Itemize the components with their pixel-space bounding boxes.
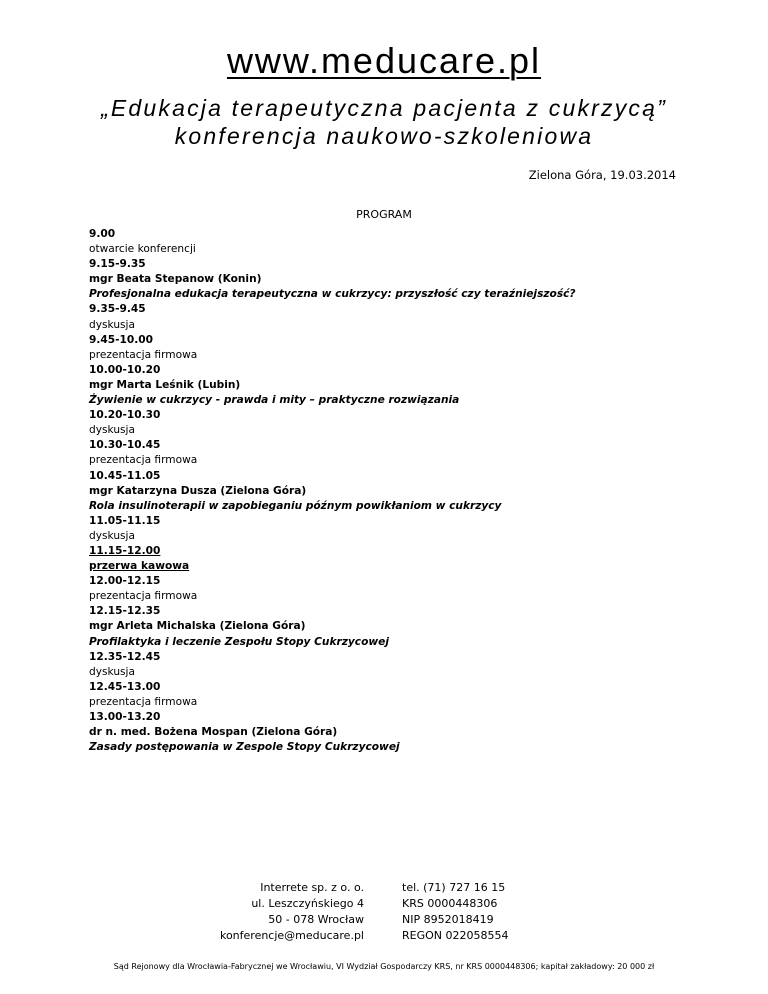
schedule-time: 9.35-9.45 (89, 303, 146, 316)
company-city: 50 - 078 Wrocław (268, 913, 364, 926)
company-nip: NIP 8952018419 (402, 913, 494, 926)
footer-company (190, 880, 364, 944)
conference-title (0, 94, 768, 150)
schedule-speaker: mgr Arleta Michalska (Zielona Góra) (89, 620, 306, 633)
schedule-break: przerwa kawowa (89, 560, 190, 573)
schedule-time: 11.05-11.15 (89, 514, 161, 527)
schedule-speaker: mgr Katarzyna Dusza (Zielona Góra) (89, 484, 307, 497)
schedule-speaker: mgr Marta Leśnik (Lubin) (89, 378, 241, 391)
schedule-time: 10.20-10.30 (89, 409, 161, 422)
schedule-time: 11.15-12.00 (89, 544, 161, 557)
schedule-speaker: mgr Beata Stepanow (Konin) (89, 273, 262, 286)
schedule-time: 9.00 (89, 228, 116, 240)
site-url: www.meducare.pl (226, 40, 542, 81)
schedule-note: prezentacja firmowa (89, 695, 198, 708)
schedule-time: 12.00-12.15 (89, 575, 161, 588)
company-street: ul. Leszczyńskiego 4 (251, 897, 364, 910)
company-name: Interrete sp. z o. o. (260, 881, 364, 894)
schedule-speaker: dr n. med. Bożena Mospan (Zielona Góra) (89, 726, 338, 739)
schedule-time: 10.00-10.20 (89, 363, 161, 376)
schedule-note: dyskusja (89, 318, 135, 331)
program-schedule (89, 227, 709, 755)
schedule-note: dyskusja (89, 665, 135, 678)
schedule-note: prezentacja firmowa (89, 348, 198, 361)
schedule-note: prezentacja firmowa (89, 454, 198, 467)
conference-title-line2: konferencja naukowo-szkoleniowa (174, 123, 594, 149)
schedule-time: 10.45-11.05 (89, 469, 161, 482)
schedule-topic: Zasady postępowania w Zespole Stopy Cukrzycowej (89, 741, 400, 754)
schedule-topic: Profesjonalna edukacja terapeutyczna w cukrzycy: przyszłość czy teraźniejszość? (89, 288, 576, 301)
schedule-time: 9.15-9.35 (89, 258, 146, 271)
schedule-time: 12.15-12.35 (89, 605, 161, 618)
schedule-time: 12.45-13.00 (89, 680, 161, 693)
company-regon: REGON 022058554 (402, 929, 509, 942)
schedule-note: dyskusja (89, 529, 135, 542)
schedule-note: dyskusja (89, 424, 135, 437)
company-email: konferencje@meducare.pl (219, 929, 364, 942)
schedule-time: 10.30-10.45 (89, 439, 161, 452)
schedule-note: otwarcie konferencji (89, 243, 196, 256)
footer-registry (402, 880, 602, 944)
company-krs: KRS 0000448306 (402, 897, 498, 910)
schedule-time: 12.35-12.45 (89, 650, 161, 663)
schedule-topic: Żywienie w cukrzycy - prawda i mity – praktyczne rozwiązania (89, 394, 460, 407)
program-heading: PROGRAM (356, 208, 412, 221)
schedule-note: prezentacja firmowa (89, 590, 198, 603)
place-date: Zielona Góra, 19.03.2014 (528, 168, 676, 182)
court-registration-note: Sąd Rejonowy dla Wrocławia-Fabrycznej we Wrocławiu, VI Wydział Gospodarczy KRS, nr KRS 0000448306; kapitał zakładowy: 20 000 zł (113, 962, 655, 971)
schedule-topic: Profilaktyka i leczenie Zespołu Stopy Cukrzycowej (89, 635, 389, 648)
schedule-topic: Rola insulinoterapii w zapobieganiu późnym powikłaniom w cukrzycy (89, 499, 502, 512)
schedule-time: 13.00-13.20 (89, 711, 161, 723)
company-phone: tel. (71) 727 16 15 (402, 881, 506, 894)
conference-title-line1: „Edukacja terapeutyczna pacjenta z cukrzycą” (101, 95, 667, 121)
schedule-time: 9.45-10.00 (89, 333, 154, 346)
